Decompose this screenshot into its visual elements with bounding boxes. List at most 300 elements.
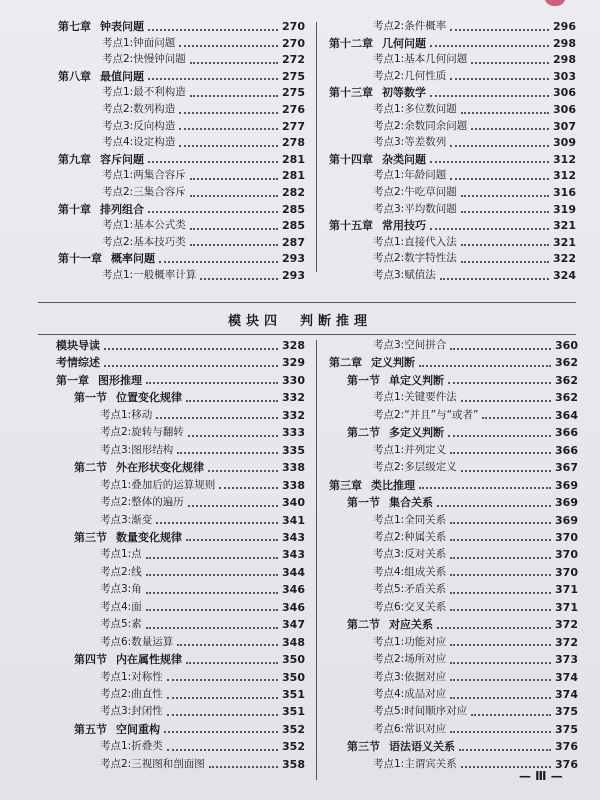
toc-entry [329, 101, 576, 118]
toc-page-number: 370 [555, 548, 578, 562]
toc-entry-label [329, 217, 426, 234]
dot-leader [450, 592, 551, 594]
dot-leader [179, 112, 278, 114]
dot-leader [450, 644, 551, 646]
toc-page-number: 275 [282, 86, 305, 100]
toc-page-number: 333 [282, 426, 305, 440]
dot-leader [146, 557, 278, 559]
dot-leader [450, 557, 551, 559]
dot-leader [440, 278, 549, 280]
toc-page-number: 369 [555, 496, 578, 510]
toc-entry-label [347, 616, 433, 633]
toc-entry [329, 651, 578, 668]
toc-page-number: 278 [282, 136, 305, 150]
toc-page-number: 362 [555, 391, 578, 405]
dot-leader [461, 766, 551, 768]
toc-entry [56, 424, 305, 441]
toc-entry-number: 第二节 [347, 426, 380, 440]
toc-entry [56, 564, 305, 581]
dot-leader [450, 29, 549, 31]
toc-entry-label [329, 35, 426, 52]
toc-entry-label: 考点2:场所对应 [373, 653, 447, 666]
toc-page-number: 270 [282, 20, 305, 33]
dot-leader [186, 662, 278, 664]
toc-entry [58, 167, 305, 184]
toc-page-number: 375 [555, 705, 578, 719]
dot-leader [461, 211, 549, 213]
dot-leader [471, 714, 551, 716]
toc-entry [56, 634, 305, 651]
toc-entry-label [74, 459, 204, 476]
toc-page-number: 367 [555, 461, 578, 475]
toc-page-number: 366 [555, 426, 578, 440]
toc-page-number: 362 [555, 356, 578, 370]
dot-leader [146, 609, 278, 611]
toc-page-number: 358 [282, 757, 305, 771]
toc-entry-label: 考点2:几何性质 [373, 69, 447, 82]
toc-entry [329, 134, 576, 151]
toc-entry [56, 756, 305, 773]
dot-leader [188, 505, 278, 507]
toc-page-number: 360 [555, 339, 578, 352]
toc-entry [58, 217, 305, 234]
toc-entry [58, 267, 305, 284]
toc-page-number: 346 [282, 583, 305, 597]
dot-leader [146, 627, 278, 629]
dot-leader [482, 417, 551, 419]
toc-page-number: 298 [553, 53, 576, 67]
toc-entry [329, 201, 576, 218]
toc-entry [329, 686, 578, 703]
toc-entry [56, 669, 305, 686]
toc-page-number: 321 [553, 219, 576, 233]
dot-leader [179, 45, 278, 47]
dot-leader [461, 400, 551, 402]
toc-entry-label: 考点2:种属关系 [373, 530, 447, 543]
toc-page-number: 371 [555, 600, 578, 614]
toc-page-number: 352 [282, 722, 305, 736]
toc-entry-label: 考点4:面 [100, 600, 142, 613]
toc-entry-title: 排列组合 [100, 202, 144, 216]
toc-page-number: 338 [282, 478, 305, 492]
dot-leader [437, 627, 551, 629]
toc-page-number: 272 [282, 53, 305, 67]
toc-entry [329, 459, 578, 476]
toc-page-number: 371 [555, 583, 578, 597]
toc-entry [58, 101, 305, 118]
toc-entry-title: 空间重构 [116, 722, 160, 736]
toc-entry-label: 考点1:点 [100, 548, 142, 561]
toc-entry [58, 134, 305, 151]
dot-leader [450, 145, 549, 147]
toc-page-number: 347 [282, 618, 305, 632]
toc-entry-label [74, 529, 182, 546]
toc-entry-title: 初等数学 [382, 86, 426, 100]
toc-entry [329, 669, 578, 686]
toc-entry-label: 考点4:设定构造 [102, 136, 176, 149]
dot-leader [190, 244, 278, 246]
toc-entry [56, 459, 305, 476]
toc-entry-number: 第五节 [74, 722, 107, 736]
toc-entry-label: 考点2:数字特性法 [373, 252, 457, 265]
toc-entry-label [58, 18, 144, 35]
toc-entry-number: 第三章 [329, 478, 362, 492]
dot-leader [179, 128, 278, 130]
dot-leader [104, 348, 278, 350]
toc-entry [329, 581, 578, 598]
dot-leader [448, 382, 551, 384]
toc-entry-label: 考点5:素 [100, 618, 142, 631]
toc-page-number: 373 [555, 653, 578, 667]
toc-entry [329, 634, 578, 651]
toc-entry-label: 考点1:全同关系 [373, 513, 447, 526]
toc-page-number: 270 [282, 36, 305, 50]
toc-entry [56, 442, 305, 459]
dot-leader [430, 161, 549, 163]
toc-page-number: 344 [282, 565, 305, 579]
dot-leader [190, 195, 278, 197]
dot-leader [148, 78, 278, 80]
toc-entry-title: 图形推理 [98, 373, 142, 387]
toc-page-number: 369 [555, 513, 578, 527]
toc-page-number: 372 [555, 635, 578, 649]
toc-entry-title: 几何问题 [382, 36, 426, 50]
toc-entry-label: 考点3:空间拼合 [373, 339, 447, 351]
toc-page-number: 340 [282, 496, 305, 510]
dot-leader [200, 278, 278, 280]
toc-entry-number: 第十四章 [329, 152, 373, 166]
toc-entry-label: 考点1:多位数问题 [373, 103, 457, 115]
dot-leader [179, 145, 278, 147]
column-divider-bottom [316, 340, 317, 780]
dot-leader [190, 62, 278, 64]
toc-entry-label: 模块导读 [56, 339, 100, 352]
dot-leader [471, 62, 549, 64]
toc-page-number: 374 [555, 688, 578, 701]
toc-entry [329, 18, 576, 35]
dot-leader [419, 365, 551, 367]
toc-entry-label [74, 721, 160, 738]
toc-entry-title: 容斥问题 [100, 152, 144, 166]
dot-leader [148, 161, 278, 163]
dot-leader [190, 228, 278, 230]
toc-page-number: 350 [282, 653, 305, 667]
toc-entry-label [329, 354, 415, 371]
toc-page-number: 376 [555, 740, 578, 754]
toc-entry [329, 477, 578, 494]
toc-entry [56, 651, 305, 668]
toc-entry-label: 考点3:等差数列 [373, 136, 447, 149]
toc-entry [329, 118, 576, 135]
toc-entry [329, 529, 578, 546]
toc-entry [329, 51, 576, 68]
toc-entry-label: 考点5:时间顺序对应 [373, 705, 468, 718]
dot-leader [177, 452, 278, 454]
toc-entry [329, 616, 578, 633]
toc-entry [329, 494, 578, 511]
toc-entry-title: 杂类问题 [382, 152, 426, 166]
toc-entry-title: 钟表问题 [100, 20, 144, 33]
toc-entry-title: 集合关系 [389, 496, 433, 510]
toc-page-number: 366 [555, 443, 578, 457]
toc-entry [56, 529, 305, 546]
toc-entry-number: 第一节 [347, 496, 380, 510]
toc-entry-label: 考点1:叠加后的运算规则 [100, 478, 216, 491]
toc-page-number: 346 [282, 600, 305, 614]
toc-entry [56, 372, 305, 389]
toc-page-number: 350 [282, 670, 305, 684]
toc-page-number: 285 [282, 202, 305, 216]
toc-entry [329, 721, 578, 738]
toc-entry [329, 68, 576, 85]
toc-page-number: 316 [553, 186, 576, 199]
toc-entry [329, 267, 576, 284]
toc-entry [56, 738, 305, 755]
dot-leader [437, 505, 551, 507]
toc-entry-label: 考点3:角 [100, 583, 142, 596]
toc-entry [329, 738, 578, 755]
toc-entry-title: 类比推理 [371, 478, 415, 492]
toc-entry-title: 单定义判断 [389, 373, 444, 387]
dot-leader [430, 95, 549, 97]
toc-entry-label: 考点1:一般概率计算 [102, 269, 197, 281]
toc-entry-label: 考点1:主谓宾关系 [373, 757, 457, 770]
dot-leader [164, 731, 278, 733]
toc-page-number: 312 [553, 152, 576, 166]
toc-entry-label: 考点2:数列构造 [102, 103, 176, 115]
toc-entry-label: 考点4:组成关系 [373, 565, 447, 578]
toc-entry-label: 考点2:快慢钟问题 [102, 53, 186, 66]
toc-page-number: 281 [282, 152, 305, 166]
dot-leader [146, 382, 278, 384]
toc-entry [58, 250, 305, 267]
toc-page-number: 330 [282, 373, 305, 387]
dot-leader [148, 211, 278, 213]
dot-leader [167, 714, 278, 716]
dot-leader [156, 417, 278, 419]
toc-entry [56, 616, 305, 633]
toc-entry [58, 68, 305, 85]
toc-entry-label [58, 250, 155, 267]
toc-page-number: 332 [282, 408, 305, 422]
toc-entry-label: 考点2:“并且”与“或者” [373, 408, 479, 421]
page-folio: — Ⅲ — [519, 769, 563, 783]
toc-entry-title: 内在属性规律 [116, 653, 182, 667]
toc-entry [56, 599, 305, 616]
toc-entry [56, 686, 305, 703]
dot-leader [461, 195, 549, 197]
toc-page-number: 293 [282, 269, 305, 282]
toc-entry [329, 703, 578, 720]
toc-page-number: 298 [553, 36, 576, 50]
toc-entry-label: 考点5:矛盾关系 [373, 583, 447, 596]
toc-page-number: 348 [282, 635, 305, 649]
toc-entry-label: 考点2:旋转与翻转 [100, 426, 184, 439]
toc-entry-label: 考点3:图形结构 [100, 443, 174, 456]
toc-entry-title: 语法语义关系 [389, 740, 455, 754]
dot-leader [459, 749, 551, 751]
toc-entry-title: 常用技巧 [382, 219, 426, 233]
toc-page-number: 293 [282, 252, 305, 266]
toc-page-number: 338 [282, 461, 305, 475]
toc-page-number: 374 [555, 670, 578, 684]
toc-entry-label [58, 151, 144, 168]
toc-page-number: 281 [282, 169, 305, 183]
toc-entry [329, 564, 578, 581]
toc-entry [56, 477, 305, 494]
toc-page-number: 321 [553, 235, 576, 249]
toc-entry-title: 概率问题 [111, 252, 155, 266]
toc-entry-label: 考点3:平均数问题 [373, 202, 457, 215]
dot-leader [461, 244, 549, 246]
toc-entry-label: 考点1:功能对应 [373, 635, 447, 648]
dot-leader [219, 487, 278, 489]
toc-entry-label: 考点1:基本几何问题 [373, 53, 468, 66]
toc-entry [329, 442, 578, 459]
toc-entry-number: 第十一章 [58, 252, 102, 266]
toc-entry-label: 考点6:常识对应 [373, 722, 447, 735]
toc-entry-label: 考点3:渐变 [100, 513, 153, 526]
toc-entry [58, 51, 305, 68]
dot-leader [419, 487, 551, 489]
toc-entry [56, 407, 305, 424]
toc-entry [329, 217, 576, 234]
toc-entry-number: 第一节 [347, 373, 380, 387]
toc-page-number: 309 [553, 136, 576, 150]
toc-page-number: 328 [282, 339, 305, 352]
dot-leader [448, 435, 551, 437]
toc-entry [329, 250, 576, 267]
toc-entry-label: 考点3:封闭性 [100, 705, 163, 718]
toc-entry-title: 定义判断 [371, 356, 415, 370]
toc-entry-label: 考点2:牛吃草问题 [373, 186, 457, 198]
dot-leader [159, 261, 278, 263]
toc-entry [329, 184, 576, 201]
toc-entry-label [347, 424, 444, 441]
toc-entry-title: 外在形状变化规律 [116, 461, 204, 475]
toc-page-number: 322 [553, 252, 576, 266]
dot-leader [167, 749, 278, 751]
toc-entry-label: 考点3:赋值法 [373, 269, 436, 281]
toc-page-number: 329 [282, 356, 305, 370]
toc-entry-label: 考点2:线 [100, 565, 142, 578]
toc-page-number: 277 [282, 119, 305, 133]
toc-entry-label: 考点3:反对关系 [373, 548, 447, 561]
dot-leader [146, 592, 278, 594]
toc-page-number: 335 [282, 443, 305, 457]
toc-page-number: 306 [553, 103, 576, 116]
toc-entry-label: 考点1:年龄问题 [373, 169, 447, 182]
toc-entry-number: 第一节 [74, 391, 107, 405]
dot-leader [461, 261, 549, 263]
dot-leader [450, 662, 551, 664]
toc-entry-label: 考点2:整体的遍历 [100, 496, 184, 509]
toc-entry-label: 考点1:移动 [100, 408, 153, 421]
toc-entry-number: 第三节 [74, 530, 107, 544]
toc-entry-label: 考点2:多层级定义 [373, 461, 457, 474]
toc-entry-number: 第九章 [58, 152, 91, 166]
dot-leader [430, 228, 549, 230]
toc-entry [58, 18, 305, 35]
toc-page-number: 312 [553, 169, 576, 183]
toc-entry [56, 512, 305, 529]
toc-page-number: 324 [553, 269, 576, 282]
toc-entry-number: 第一章 [56, 373, 89, 387]
toc-page-number: 282 [282, 186, 305, 199]
dot-leader [186, 539, 278, 541]
toc-entry [329, 234, 576, 251]
toc-entry-label: 考点2:条件概率 [373, 20, 447, 32]
toc-entry-label: 考点1:对称性 [100, 670, 163, 683]
dot-leader [461, 112, 549, 114]
dot-leader [450, 609, 551, 611]
toc-entry-number: 第十三章 [329, 86, 373, 100]
toc-entry [329, 546, 578, 563]
dot-leader [188, 435, 278, 437]
toc-page-number: 303 [553, 69, 576, 83]
toc-entry [329, 167, 576, 184]
dot-leader [186, 400, 278, 402]
toc-page-number: 287 [282, 235, 305, 249]
toc-page-number: 343 [282, 548, 305, 562]
toc-entry-number: 第十五章 [329, 219, 373, 233]
dot-leader [450, 348, 551, 350]
toc-entry-label: 考点1:并列定义 [373, 443, 447, 456]
toc-entry-label: 考点1:关键要件法 [373, 391, 457, 404]
dot-leader [167, 679, 278, 681]
toc-entry-label: 考点1:钟面问题 [102, 36, 176, 49]
toc-entry [56, 721, 305, 738]
page-corner-decoration [544, 0, 566, 6]
toc-entry [56, 546, 305, 563]
section-rule-bottom [38, 334, 576, 335]
toc-entry [329, 151, 576, 168]
toc-entry-label: 考点1:两集合容斥 [102, 169, 186, 182]
toc-entry-title: 数量变化规律 [116, 530, 182, 544]
toc-entry-label: 考点3:反向构造 [102, 119, 176, 132]
dot-leader [450, 574, 551, 576]
toc-page-number: 285 [282, 219, 305, 233]
toc-entry-label: 考点2:曲直性 [100, 688, 163, 700]
toc-entry-label [347, 738, 455, 755]
toc-entry-number: 第二节 [74, 461, 107, 475]
toc-page-number: 296 [553, 20, 576, 33]
toc-entry [58, 151, 305, 168]
toc-page-number: 275 [282, 69, 305, 83]
toc-entry [58, 118, 305, 135]
toc-entry-number: 第二节 [347, 618, 380, 632]
toc-entry-number: 第十二章 [329, 36, 373, 50]
toc-page-number: 343 [282, 530, 305, 544]
toc-entry-label: 考点1:折叠类 [100, 740, 163, 753]
toc-entry-label [74, 651, 182, 668]
dot-leader [430, 45, 549, 47]
toc-entry [58, 234, 305, 251]
toc-entry-label [58, 201, 144, 218]
toc-entry [58, 184, 305, 201]
toc-entry-label: 考点1:直接代入法 [373, 235, 457, 248]
dot-leader [156, 522, 278, 524]
section-rule-top [38, 302, 576, 303]
toc-entry-label: 考点4:成品对应 [373, 688, 447, 700]
toc-entry-number: 第十章 [58, 202, 91, 216]
toc-page-number: 351 [282, 705, 305, 719]
toc-entry-title: 对应关系 [389, 618, 433, 632]
toc-entry-label: 考点2:余数同余问题 [373, 119, 468, 132]
toc-entry [56, 581, 305, 598]
toc-page-number: 362 [555, 373, 578, 387]
toc-entry-number: 第四节 [74, 653, 107, 667]
